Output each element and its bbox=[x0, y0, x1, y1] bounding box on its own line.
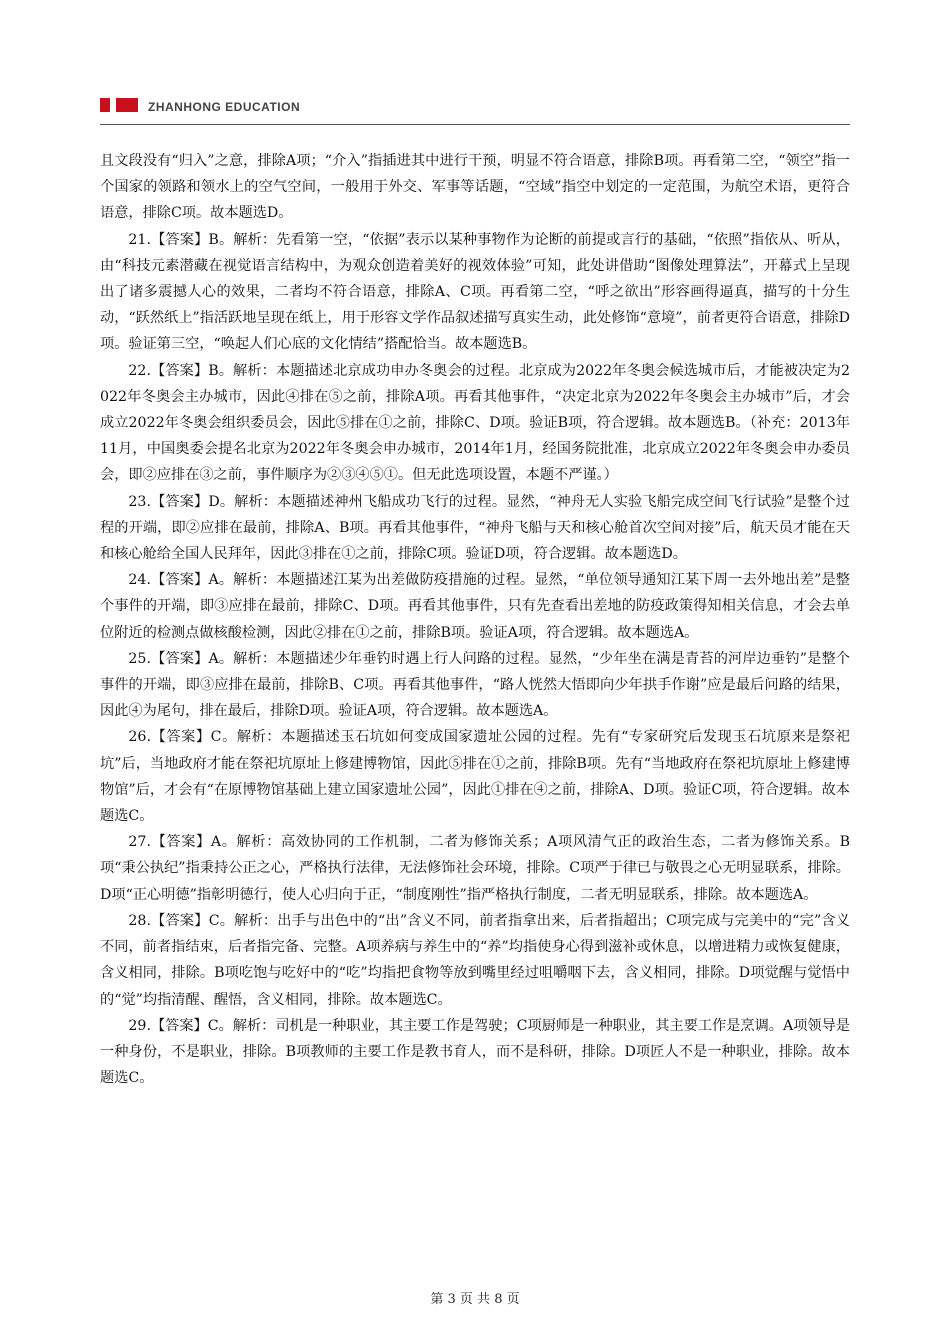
answer-26: 26.【答案】C。解析：本题描述玉石坑如何变成国家遗址公园的过程。先有“专家研究后发现玉石坑原来是祭祀坑”后，当地政府才能在祭祀坑原址上修建博物馆，因此⑤排在①之前，排除B项。先有“当地政府在祭祀坑原址上修建博物馆”后，才会有“在原博物馆基础上建立国家遗址公园”，因此①排在④之前，排除A、D项。验证C项，符合逻辑。故本题选C。 bbox=[100, 729, 850, 825]
brand-name: ZHANHONG EDUCATION bbox=[148, 100, 301, 114]
header-divider bbox=[100, 124, 850, 125]
brand-logo-icon bbox=[100, 98, 138, 112]
answer-27: 27.【答案】A。解析：高效协同的工作机制，二者为修饰关系；A项风清气正的政治生态，二者为修饰关系。B项“秉公执纪”指秉持公正之心，严格执行法律，无法修饰社会环境，排除。C项严于律已与敬畏之心无明显联系，排除。D项“正心明德”指彰明德行，使人心归向于正，“制度刚性”指严格执行制度，二者无明显联系，排除。故本题选A。 bbox=[100, 834, 850, 903]
paragraph-continued: 且文段没有“归入”之意，排除A项；“介入”指插进其中进行干预，明显不符合语意，排除B项。再看第二空，“领空”指一个国家的领路和领水上的空气空间，一般用于外交、军事等话题，“空域”指空中划定的一定范围，为航空术语，更符合语意，排除C项。故本题选D。 bbox=[100, 153, 850, 222]
answer-24: 24.【答案】A。解析：本题描述江某为出差做防疫措施的过程。显然，“单位领导通知江某下周一去外地出差”是整个事件的开端，即③应排在最前，排除C、D项。再看其他事件，只有先查看出差地的防疫政策得知相关信息，才会去单位附近的检测点做核酸检测，因此②排在①之前，排除B项。验证A项，符合逻辑。故本题选A。 bbox=[100, 572, 850, 641]
brand-logo-cut bbox=[110, 98, 116, 112]
document-body bbox=[100, 148, 850, 1091]
answer-21: 21.【答案】B。解析：先看第一空，“依据”表示以某种事物作为论断的前提或言行的基础，“依照”指依从、听从，由“科技元素潜藏在视觉语言结构中，为观众创造着美好的视效体验”可知，此处讲借助“图像处理算法”，开幕式上呈现出了诸多震撼人心的效果，二者均不符合语意，排除A、C项。再看第二空，“呼之欲出”形容画得逼真，描写的十分生动，“跃然纸上”指活跃地呈现在纸上，用于形容文学作品叙述描写真实生动，此处修饰“意境”，前者更符合语意，排除D项。验证第三空，“唤起人们心底的文化情结”搭配恰当。故本题选B。 bbox=[100, 231, 850, 353]
page-header bbox=[100, 92, 850, 124]
answer-22: 22.【答案】B。解析：本题描述北京成功申办冬奥会的过程。北京成为2022年冬奥会候选城市后，才能被决定为2022年冬奥会主办城市，因此④排在⑤之前，排除A项。再看其他事件，“决定北京为2022年冬奥会主办城市”后，才会成立2022年冬奥会组织委员会，因此⑤排在①之前，排除C、D项。验证B项，符合逻辑。故本题选B。（补充：2013年11月，中国奥委会提名北京为2022年冬奥会申办城市，2014年1月，经国务院批准，北京成立2022年冬奥会申办委员会，即②应排在③之前，事件顺序为②③④⑤①。但无此选项设置，本题不严谨。） bbox=[100, 362, 850, 484]
answer-23: 23.【答案】D。解析：本题描述神州飞船成功飞行的过程。显然，“神舟无人实验飞船完成空间飞行试验”是整个过程的开端，即②应排在最前，排除A、B项。再看其他事件，“神舟飞船与天和核心舱首次空间对接”后，航天员才能在天和核心舱给全国人民拜年，因此③排在①之前，排除C项。验证D项，符合逻辑。故本题选D。 bbox=[100, 493, 850, 563]
answer-28: 28.【答案】C。解析：出手与出色中的“出”含义不同，前者指拿出来，后者指超出；C项完成与完美中的“完”含义不同，前者指结束，后者指完备、完整。A项养病与养生中的“养”均指使身心得到滋补或休息，以增进精力或恢复健康，含义相同，排除。B项吃饱与吃好中的“吃”均指把食物等放到嘴里经过咀嚼咽下去，含义相同，排除。D项觉醒与觉悟中的“觉”均指清醒、醒悟，含义相同，排除。故本题选C。 bbox=[100, 912, 850, 1008]
answer-29: 29.【答案】C。解析：司机是一种职业，其主要工作是驾驶；C项厨师是一种职业，其主要工作是烹调。A项领导是一种身份，不是职业，排除。B项教师的主要工作是教书育人，而不是科研，排除。D项匠人不是一种职业，排除。故本题选C。 bbox=[100, 1017, 850, 1087]
answer-25: 25.【答案】A。解析：本题描述少年垂钓时遇上行人问路的过程。显然，“少年坐在满是青苔的河岸边垂钓”是整个事件的开端，即③应排在最前，排除B、C项。再看其他事件，“路人恍然大悟即向少年拱手作谢”应是最后问路的结果，因此④为尾句，排在最后，排除D项。验证A项，符合逻辑。故本题选A。 bbox=[100, 650, 850, 720]
page-number: 第 3 页 共 8 页 bbox=[430, 1292, 520, 1307]
